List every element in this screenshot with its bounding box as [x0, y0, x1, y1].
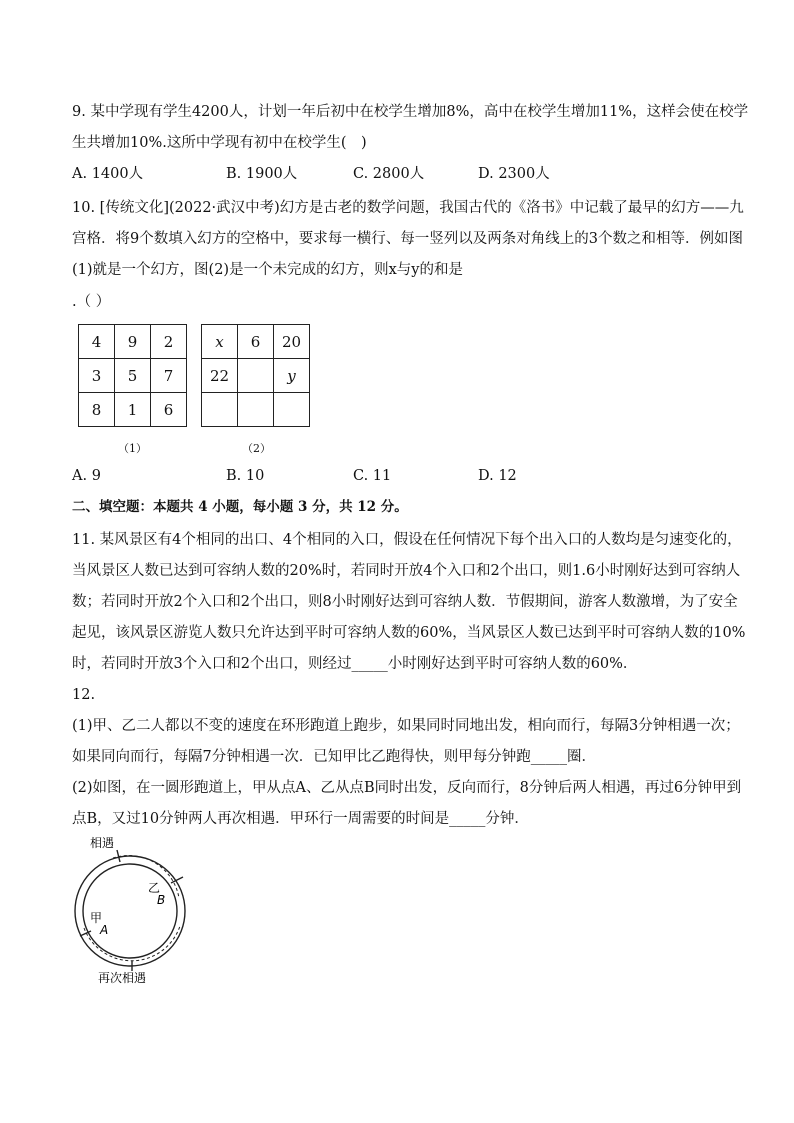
grid1-cell: 9	[115, 325, 151, 359]
yi-label: 乙	[148, 881, 161, 895]
q11-line-2: 当风景区人数已达到可容纳人数的20%时，若同时开放4个入口和2个出口，则1.6小时刚好达到可容纳人	[72, 563, 741, 579]
grid1-cell: 7	[151, 359, 187, 393]
magic-square-2	[201, 324, 310, 427]
q9-option-b[interactable]: B. 1900人	[226, 166, 298, 182]
meet-again-label: 再次相遇	[98, 971, 147, 985]
grid1-cell: 3	[79, 359, 115, 393]
q11-line-1: 11. 某风景区有4个相同的出口、4个相同的入口，假设在任何情况下每个出入口的人数均是匀速变化的，	[72, 532, 742, 548]
path-yi-dashed	[113, 856, 179, 898]
grid1-cell: 2	[151, 325, 187, 359]
grid1-cell: 6	[151, 393, 187, 427]
q9-line-2: 生共增加10%.这所中学现有初中在校学生( )	[72, 135, 367, 151]
grid2-cell	[274, 393, 310, 427]
jia-label: 甲	[90, 911, 103, 925]
q9-line-1: 9. 某中学现有学生4200人，计划一年后初中在校学生增加8%，高中在校学生增加11%，这样会使在校学	[72, 104, 749, 120]
grid2-cell-x: x	[202, 325, 238, 359]
q12-line-3: (2)如图，在一圆形跑道上，甲从点A、乙从点B同时出发，反向而行，8分钟后两人相遇，再过6分钟甲到	[72, 780, 742, 796]
grid2-cell	[202, 393, 238, 427]
point-b-label: B	[157, 893, 166, 907]
q11-line-4: 起见，该风景区游览人数只允许达到平时可容纳人数的60%，当风景区人数已达到平时可容纳人数的10%	[72, 625, 746, 641]
grid1-cell: 5	[115, 359, 151, 393]
grid2-cell: 20	[274, 325, 310, 359]
q9-options	[72, 164, 722, 184]
point-a-label: A	[100, 923, 109, 937]
q10-option-d[interactable]: D. 12	[478, 468, 517, 484]
meet-label: 相遇	[90, 836, 115, 850]
section-heading-fill-in: 二、填空题：本题共 4 小题，每小题 3 分，共 12 分。	[72, 499, 408, 515]
q10-line-1: 10. [传统文化](2022·武汉中考)幻方是古老的数学问题，我国古代的《洛书》中记载了最早的幻方——九	[72, 200, 744, 216]
magic-square-1	[78, 324, 187, 427]
q11-line-5: 时，若同时开放3个入口和2个出口，则经过_____小时刚好达到平时可容纳人数的60%．	[72, 656, 638, 672]
q12-line-1: (1)甲、乙二人都以不变的速度在环形跑道上跑步，如果同时同地出发，相向而行，每隔3分钟相遇一次；	[72, 718, 740, 734]
grid2-caption: （2）	[242, 442, 271, 455]
grid2-cell	[238, 359, 274, 393]
q10-option-c[interactable]: C. 11	[353, 468, 392, 484]
q12-number: 12.	[72, 687, 96, 703]
q9-option-c[interactable]: C. 2800人	[353, 166, 425, 182]
grid1-cell: 4	[79, 325, 115, 359]
circular-track-figure	[60, 830, 200, 985]
q10-line-2: 宫格．将9个数填入幻方的空格中，要求每一横行、每一竖列以及两条对角线上的3个数之和相等．例如图	[72, 231, 743, 247]
q9-option-a[interactable]: A. 1400人	[72, 166, 144, 182]
q11-line-3: 数；若同时开放2个入口和2个出口，则8小时刚好达到可容纳人数．节假期间，游客人数激增，为了安全	[72, 594, 738, 610]
q10-line-3: (1)就是一个幻方，图(2)是一个未完成的幻方，则x与y的和是	[72, 262, 463, 278]
q12-line-2: 如果同向而行，每隔7分钟相遇一次．已知甲比乙跑得快，则甲每分钟跑_____圈．	[72, 749, 596, 765]
q9-option-d[interactable]: D. 2300人	[478, 166, 550, 182]
q10-line-4: .（ ）	[72, 294, 111, 310]
grid2-cell	[238, 393, 274, 427]
grid1-cell: 8	[79, 393, 115, 427]
grid1-caption: （1）	[118, 442, 147, 455]
grid2-cell: 22	[202, 359, 238, 393]
grid2-cell-y: y	[274, 359, 310, 393]
grid2-cell: 6	[238, 325, 274, 359]
q12-line-4: 点B，又过10分钟两人再次相遇．甲环行一周需要的时间是_____分钟．	[72, 811, 529, 827]
q10-option-a[interactable]: A. 9	[72, 468, 101, 484]
grid1-cell: 1	[115, 393, 151, 427]
q10-options	[72, 466, 722, 486]
q10-option-b[interactable]: B. 10	[226, 468, 265, 484]
